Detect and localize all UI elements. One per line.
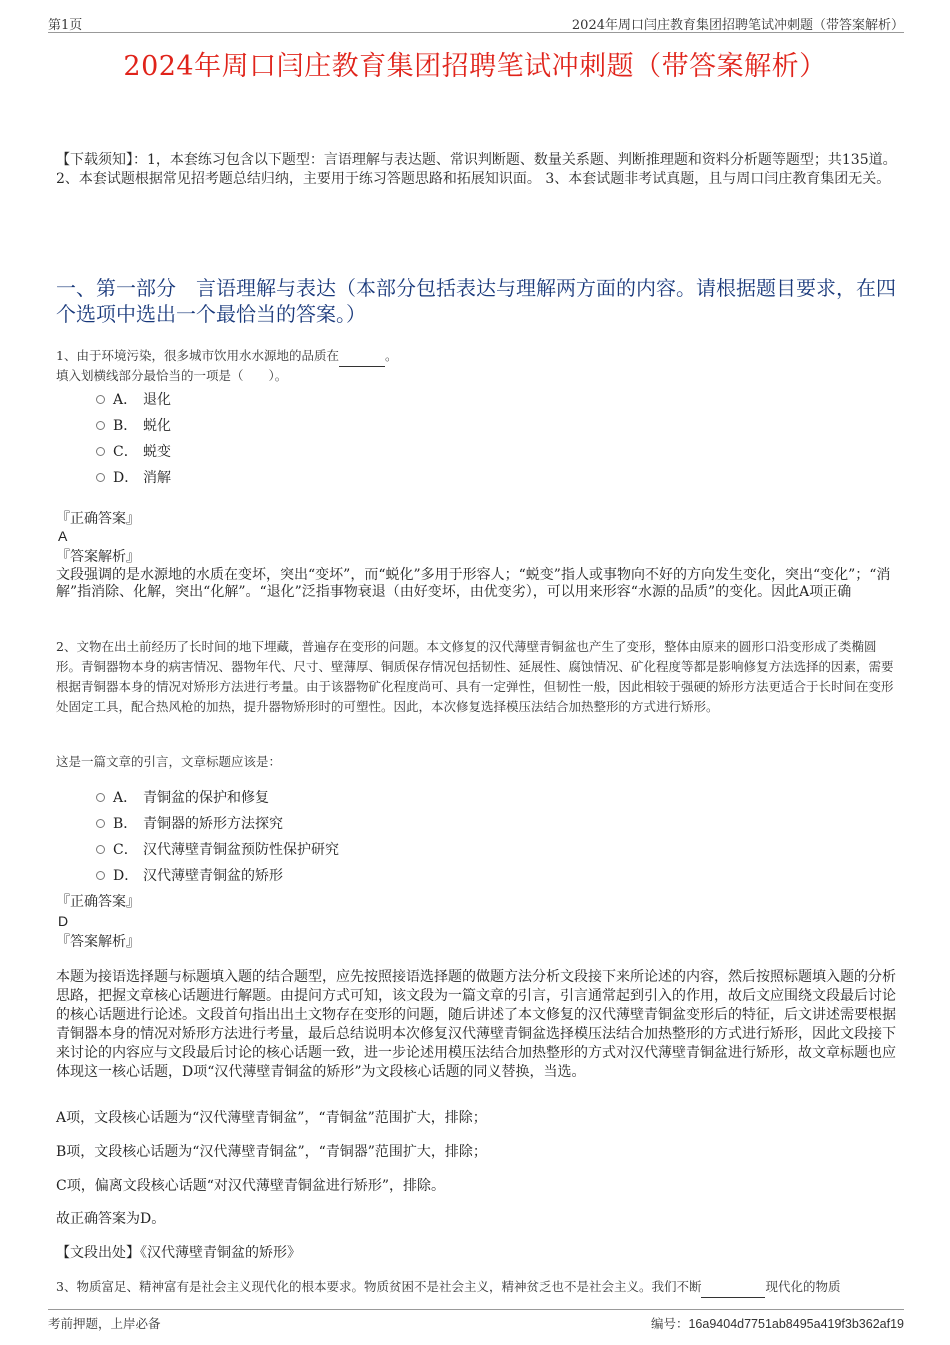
q1-option-c[interactable] xyxy=(96,441,171,461)
radio-icon[interactable] xyxy=(96,395,105,404)
radio-icon[interactable] xyxy=(96,819,105,828)
q1-answer-label: 『正确答案』 xyxy=(56,511,140,527)
q2-option-a-note: A项，文段核心话题为“汉代薄壁青铜盆”，“青铜盆”范围扩大，排除； xyxy=(56,1110,487,1126)
download-notice: 【下载须知】：1，本套练习包含以下题型：言语理解与表达题、常识判断题、数量关系题、判断推理题和资料分析题等题型；共135道。 2、本套试题根据常见招考题总结归纳，主要用于练习答题思路和拓展知识面。 3、本套试题非考试真题，且与周口闫庄教育集团无关。 xyxy=(56,152,897,187)
q3-stem xyxy=(56,1277,898,1298)
header-page-number: 第1页 xyxy=(48,18,83,33)
option-letter: B． xyxy=(113,418,138,434)
q2-answer-label: 『正确答案』 xyxy=(56,894,140,910)
header-divider xyxy=(48,32,904,33)
q2-analysis: 本题为接语选择题与标题填入题的结合题型，应先按照接语选择题的做题方法分析文段接下来所论述的内容，然后按照标题填入题的分析思路，把握文章核心话题进行解题。由提问方式可知，该文段为一篇文章的引言，引言通常起到引入的作用，故后文应围绕文段最后讨论的核心话题进行论述。文段首句指出出土文物存在变形的问题，随后讲述了本文修复的汉代薄壁青铜盆变形后的特征，后文讲述需要根据青铜器本身的情况对矫形方法进行考量，最后总结说明本次修复汉代薄壁青铜盆选择模压法结合加热整形的方式进行矫形，因此文段接下来讨论的内容应与文段最后讨论的核心话题一致，进一步论述用模压法结合加热整形的方式对汉代薄壁青铜盆进行矫形，故文章标题也应体现这一核心话题，D项“汉代薄壁青铜盆的矫形”为文段核心话题的同义替换，当选。 xyxy=(56,969,896,1080)
q1-option-b[interactable] xyxy=(96,415,171,435)
option-letter: D． xyxy=(113,868,139,884)
q1-analysis-label: 『答案解析』 xyxy=(56,549,140,565)
option-text: 汉代薄壁青铜盆预防性保护研究 xyxy=(143,842,339,858)
option-letter: C． xyxy=(113,842,138,858)
q2-stem: 2、文物在出土前经历了长时间的地下埋藏，普遍存在变形的问题。本文修复的汉代薄壁青铜盆也产生了变形，整体由原来的圆形口沿变形成了类椭圆形。青铜器物本身的病害情况、器物年代、尺寸、壁薄厚、铜质保存情况包括韧性、延展性、腐蚀情况、矿化程度等都是影响修复方法选择的因素，需要根据青铜器本身的情况对矫形方法进行考量。由于该器物矿化程度尚可、具有一定弹性，但韧性一般，因此相较于强硬的矫形方法更适合于长时间在变形处固定工具，配合热风枪的加热，提升器物矫形时的可塑性。因此，本次修复选择模压法结合加热整形的方式进行矫形。 xyxy=(56,639,894,714)
option-letter: A． xyxy=(113,392,138,408)
q1-stem-end: 。 xyxy=(384,348,398,363)
section-title: 一、第一部分 言语理解与表达（本部分包括表达与理解两方面的内容。请根据题目要求，在四个选项中选出一个最恰当的答案。） xyxy=(56,276,896,326)
q2-option-c[interactable] xyxy=(96,839,339,859)
footer-slogan: 考前押题，上岸必备 xyxy=(48,1316,161,1331)
q1-prompt: 填入划横线部分最恰当的一项是（ ）。 xyxy=(56,368,288,383)
q2-prompt: 这是一篇文章的引言，文章标题应该是： xyxy=(56,754,282,769)
option-text: 消解 xyxy=(143,470,171,486)
q2-source: 【文段出处】《汉代薄壁青铜盆的矫形》 xyxy=(56,1245,301,1261)
option-letter: A． xyxy=(113,790,138,806)
q2-option-b[interactable] xyxy=(96,813,283,833)
option-letter: D． xyxy=(113,470,139,486)
radio-icon[interactable] xyxy=(96,447,105,456)
footer-code xyxy=(651,1314,904,1332)
q3-blank xyxy=(701,1277,765,1298)
q3-stem-end: 现代化的物质 xyxy=(765,1279,841,1294)
q1-stem xyxy=(56,346,898,367)
page-title: 2024年周口闫庄教育集团招聘笔试冲刺题（带答案解析） xyxy=(123,51,827,82)
q1-blank xyxy=(339,346,385,367)
q2-option-d[interactable] xyxy=(96,865,283,885)
q3-stem-text: 3、物质富足、精神富有是社会主义现代化的根本要求。物质贫困不是社会主义，精神贫乏也不是社会主义。我们不断 xyxy=(56,1279,702,1294)
option-letter: B． xyxy=(113,816,138,832)
q2-analysis-label: 『答案解析』 xyxy=(56,934,140,950)
radio-icon[interactable] xyxy=(96,845,105,854)
option-text: 蜕变 xyxy=(143,444,171,460)
header-doc-title: 2024年周口闫庄教育集团招聘笔试冲刺题（带答案解析） xyxy=(571,18,904,33)
q2-option-c-note: C项，偏离文段核心话题“对汉代薄壁青铜盆进行矫形”，排除。 xyxy=(56,1178,446,1194)
q1-analysis: 文段强调的是水源地的水质在变坏，突出“变坏”，而“蜕化”多用于形容人；“蜕变”指人或事物向不好的方向发生变化，突出“变化”；“消解”指消除、化解，突出“化解”。“退化”泛指事物衰退（由好变坏，由优变劣），可以用来形容“水源的品质”的变化。因此A项正确 xyxy=(56,567,891,600)
q1-stem-text: 1、由于环境污染，很多城市饮用水水源地的品质在 xyxy=(56,348,339,363)
option-text: 退化 xyxy=(143,392,171,408)
footer-divider xyxy=(48,1309,904,1310)
footer-code-value: 16a9404d7751ab8495a419f3b362af19 xyxy=(688,1317,904,1331)
q2-conclusion: 故正确答案为D。 xyxy=(56,1211,166,1227)
q1-option-a[interactable] xyxy=(96,389,171,409)
option-text: 蜕化 xyxy=(143,418,171,434)
option-text: 青铜盆的保护和修复 xyxy=(143,790,269,806)
footer-code-label: 编号： xyxy=(650,1316,689,1331)
option-text: 汉代薄壁青铜盆的矫形 xyxy=(143,868,283,884)
radio-icon[interactable] xyxy=(96,793,105,802)
radio-icon[interactable] xyxy=(96,421,105,430)
q1-answer: A xyxy=(58,528,68,544)
option-text: 青铜器的矫形方法探究 xyxy=(143,816,283,832)
radio-icon[interactable] xyxy=(96,871,105,880)
radio-icon[interactable] xyxy=(96,473,105,482)
option-letter: C． xyxy=(113,444,138,460)
q1-option-d[interactable] xyxy=(96,467,171,487)
q2-option-a[interactable] xyxy=(96,787,269,807)
q2-option-b-note: B项，文段核心话题为“汉代薄壁青铜盆”，“青铜器”范围扩大，排除； xyxy=(56,1144,487,1160)
q2-answer: D xyxy=(58,913,69,929)
